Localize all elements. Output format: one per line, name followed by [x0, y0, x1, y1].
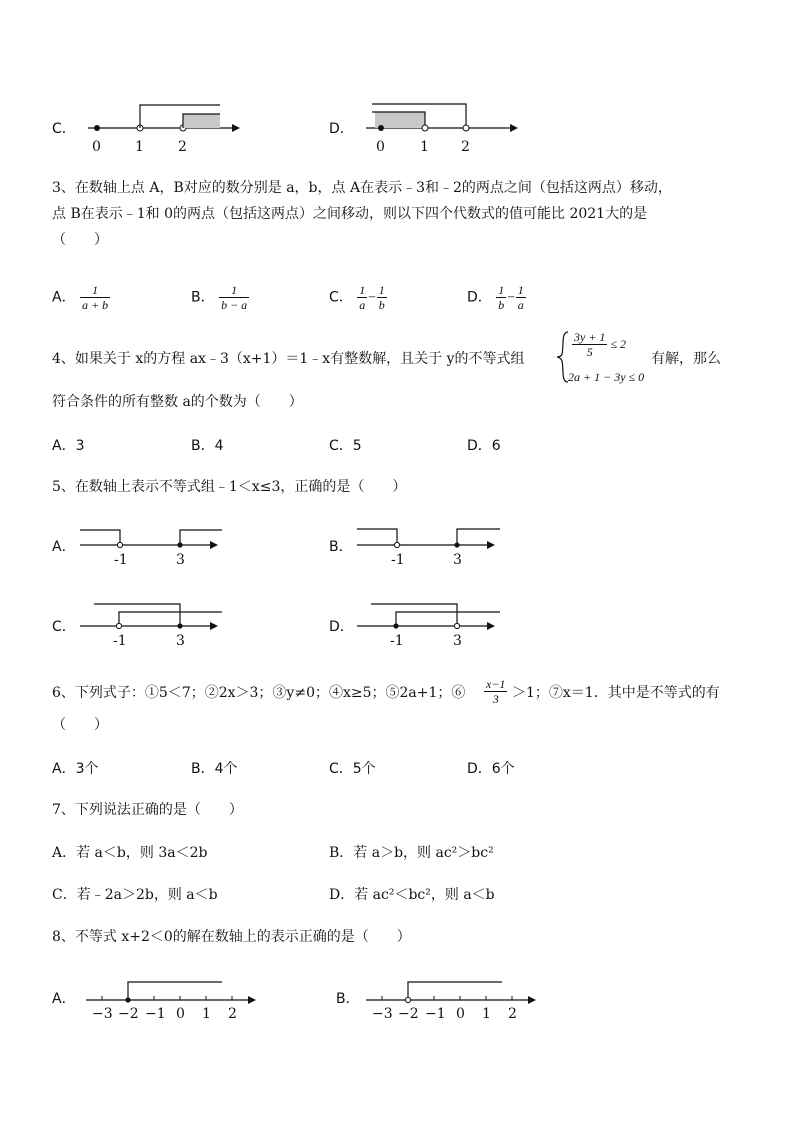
q2d-tick-2: 2	[461, 139, 470, 155]
q4-system-frac: $\frac{3y + 1}{5}$	[574, 330, 606, 359]
q2c-tick-1: 1	[135, 139, 144, 155]
q4-stem-part1: 4、如果关于 x的方程 ax﹣3（x+1）＝1﹣x有整数解，且关于 y的不等式组	[52, 351, 525, 367]
q7-option-d: D．若 ac²＜bc²，则 a＜b	[329, 887, 495, 903]
q8a-tick-1: 1	[202, 1006, 211, 1022]
q3-option-c-frac2: $\frac{1}{b}$	[378, 283, 385, 312]
q7-option-b: B．若 a＞b，则 ac²＞bc²	[329, 845, 494, 861]
q8b-tick-neg3: −3	[372, 1006, 393, 1022]
q3-stem-line3: （ ）	[52, 232, 108, 248]
q6-option-c: C．5个	[329, 761, 376, 777]
q8-option-b-label: B．	[336, 991, 360, 1007]
q8-option-a-label: A．	[52, 991, 76, 1007]
q8-stem: 8、不等式 x+2＜0的解在数轴上的表示正确的是（ ）	[52, 929, 411, 945]
q8b-tick-0: 0	[456, 1006, 465, 1022]
q5d-tick-neg1: -1	[390, 633, 404, 649]
q8a-tick-2: 2	[228, 1006, 237, 1022]
q5b-tick-neg1: -1	[391, 552, 405, 568]
q6-option-b: B．4个	[191, 761, 238, 777]
q4-option-a: A．3	[52, 438, 85, 454]
q4-system-line2: 2a + 1 − 3y ≤ 0	[568, 370, 645, 384]
q4-option-c: C．5	[329, 438, 362, 454]
q5-option-b-label: B．	[329, 539, 353, 555]
q2d-tick-0: 0	[376, 139, 385, 155]
q5-option-c-label: C．	[52, 619, 76, 635]
q4-stem-line2: 符合条件的所有整数 a的个数为（ ）	[52, 394, 303, 410]
q8a-tick-neg1: −1	[145, 1006, 166, 1022]
q6-option-d: D．6个	[467, 761, 515, 777]
q6-stem-line2: （ ）	[52, 717, 108, 733]
q8a-tick-0: 0	[176, 1006, 185, 1022]
q3-option-a-fraction: $\frac{1}{a + b}$	[82, 283, 109, 312]
q5a-tick-neg1: -1	[114, 552, 128, 568]
q2c-tick-2: 2	[178, 139, 187, 155]
q3-option-d: D． $\frac{1}{b}$ − $\frac{1}{a}$	[467, 283, 524, 312]
q3-option-c-letter: C．	[329, 289, 353, 306]
q2-option-c-label: C．	[52, 121, 76, 137]
q6-stem-part2: ＞1；⑦x＝1．其中是不等式的有	[512, 685, 720, 701]
q5d-tick-3: 3	[453, 633, 462, 649]
q6-frac-num: x−1	[486, 677, 506, 691]
q5c-tick-neg1: -1	[113, 633, 127, 649]
q7-option-c: C．若﹣2a＞2b，则 a＜b	[52, 887, 218, 903]
q8b-tick-2: 2	[508, 1006, 517, 1022]
q5c-tick-3: 3	[176, 633, 185, 649]
q5-option-d-label: D．	[329, 619, 354, 635]
q5b-tick-3: 3	[453, 552, 462, 568]
q7-stem: 7、下列说法正确的是（ ）	[52, 802, 243, 818]
q4-option-b: B．4	[191, 438, 224, 454]
q6-stem-part1: 6、下列式子：①5＜7；②2x＞3；③y≠0；④x≥5；⑤2a+1；⑥	[52, 685, 466, 701]
q6-frac-den: 3	[492, 692, 499, 706]
q7-option-a: A．若 a＜b，则 3a＜2b	[52, 845, 208, 861]
q8a-tick-neg2: −2	[118, 1006, 139, 1022]
q3-option-a-letter: A．	[52, 289, 76, 306]
q3-option-b-letter: B．	[191, 289, 215, 306]
q3-option-c-frac1: $\frac{1}{a}$	[359, 283, 366, 312]
q5a-tick-3: 3	[176, 552, 185, 568]
q4-stem-part2: 有解，那么	[651, 351, 721, 367]
q3-stem-line1: 3、在数轴上点 A，B对应的数分别是 a，b，点 A在表示﹣3和﹣2的两点之间（包括这两点）移动，	[52, 180, 672, 196]
q5-stem: 5、在数轴上表示不等式组﹣1＜x≤3，正确的是（ ）	[52, 479, 407, 495]
q3-option-d-frac1: $\frac{1}{b}$	[498, 283, 505, 312]
q4-option-d: D．6	[467, 438, 501, 454]
q8b-tick-1: 1	[482, 1006, 491, 1022]
q2d-tick-1: 1	[420, 139, 429, 155]
q2-option-d-label: D．	[329, 121, 354, 137]
q6-option-a: A．3个	[52, 761, 99, 777]
q8b-tick-neg2: −2	[398, 1006, 419, 1022]
q3-option-b-fraction: $\frac{1}{b - a}$	[221, 283, 248, 312]
q8b-tick-neg1: −1	[425, 1006, 446, 1022]
q4-system-line1: $\frac{3y + 1}{5}$ ≤ 2	[574, 330, 627, 359]
q5-option-a-label: A．	[52, 539, 76, 555]
q3-option-d-letter: D．	[467, 289, 492, 306]
q3-stem-line2: 点 B在表示﹣1和 0的两点（包括这两点）之间移动，则以下四个代数式的值可能比 2021大的是	[52, 206, 648, 222]
q3-option-d-frac2: $\frac{1}{a}$	[517, 283, 524, 312]
q8a-tick-neg3: −3	[92, 1006, 113, 1022]
q3-option-c: C． $\frac{1}{a}$ − $\frac{1}{b}$	[329, 283, 385, 312]
q2c-tick-0: 0	[92, 139, 101, 155]
